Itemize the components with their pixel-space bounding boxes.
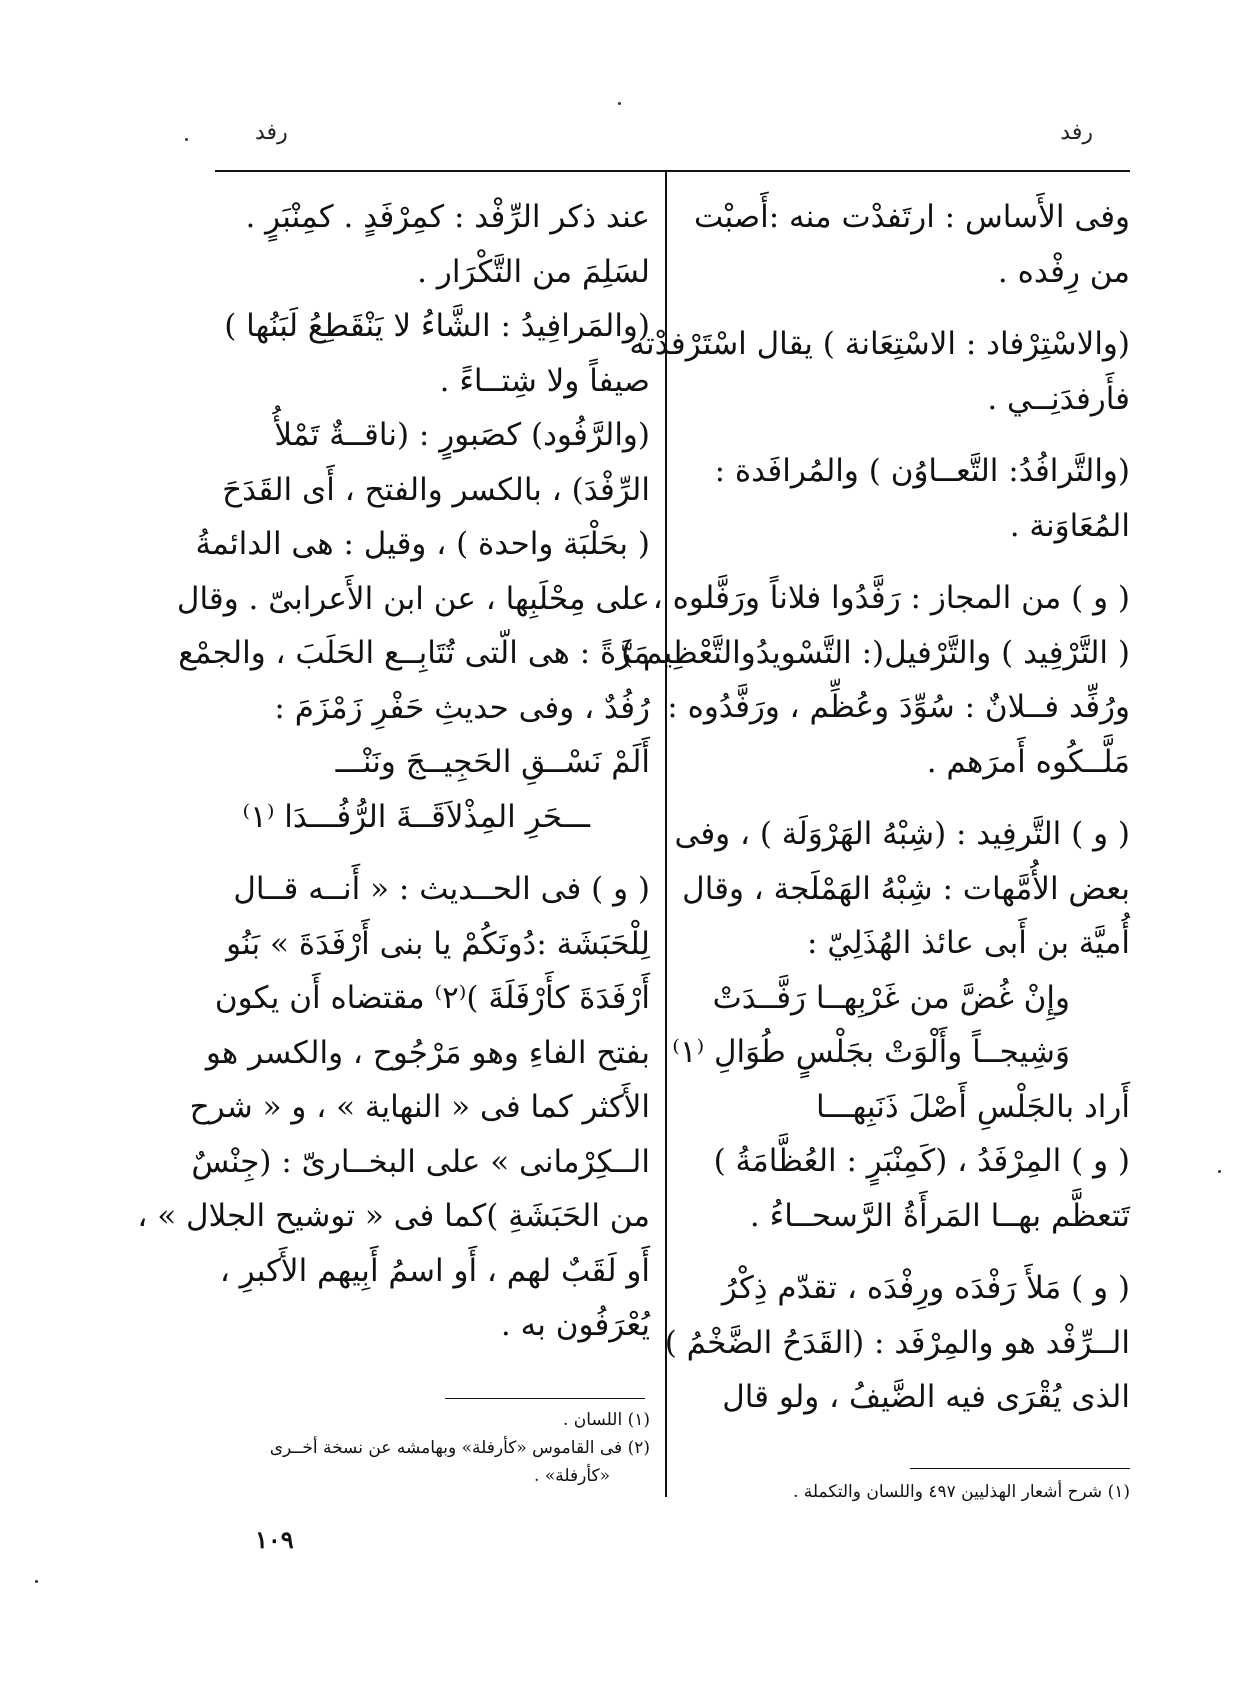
left-column <box>137 190 650 1353</box>
text-line: بعض الأُمَّهات : شِبْهُ الهَمْلَجة ، وقال <box>682 870 1130 907</box>
footnotes-right <box>730 1478 1130 1506</box>
scan-speck <box>618 102 621 105</box>
text-line: أَو لَقَبٌ لهم ، أَو اسمُ أَبِيهم الأَكبرِ ، <box>219 1252 650 1289</box>
text-line: من رِفْده . <box>997 253 1130 290</box>
header-right-title: رفد <box>1060 120 1093 145</box>
text-line: تَتعظَّم بهــا المَرأَةُ الرَّسحــاءُ . <box>749 1197 1130 1234</box>
text-line: لِلْحَبَشَة :دُونَكُمْ يا بنى أَرْفَدَةَ » بَنُو <box>226 925 650 962</box>
text-line: ( بحَلْبَة واحدة ) ، وقيل : هى الدائمةُ <box>195 526 650 562</box>
text-line: ( و ) مَلأَ رَفْدَه ورِفْدَه ، تقدّم ذِكْرُ <box>721 1270 1130 1306</box>
text-line: المُعَاوَنة . <box>1009 507 1130 544</box>
text-line: مَرَّةً : هى الّتى تُتَابِــع الحَلَبَ ، والجمْع <box>178 635 650 671</box>
footnote: (١) شرح أشعار الهذليين ٤٩٧ واللسان والتكملة . <box>792 1482 1130 1502</box>
text-line: على مِحْلَبِها ، عن ابن الأَعرابىّ . وقال <box>176 580 650 617</box>
text-line: ( التَّرْفِيد ) والتَّرْفيل(: التَّسْويدُوالتَّعْظِيم ) <box>621 634 1130 671</box>
text-line: صيفاً ولا شِتــاءً . <box>439 362 650 399</box>
text-line: لسَلِمَ من التَّكْرَار . <box>417 253 650 290</box>
verse-line: وإِنْ غُضَّ من غَرْبِهــا رَفَّــدَتْ <box>712 979 1070 1016</box>
text-line: الــرِّفْد هو والمِرْفَد : (القَدَحُ الضَّخْمُ ) <box>664 1324 1130 1361</box>
header-rule <box>215 170 1130 172</box>
verse-line: أَلَمْ نَسْــقِ الحَجِيــجَ ونَنْـــ <box>335 744 650 780</box>
text-line: (والاسْتِرْفاد : الاسْتِعَانة ) يقال اسْتَرْفدْته <box>629 326 1130 362</box>
page-number: ١٠٩ <box>255 1525 294 1554</box>
text-line: فأَرفدَنِــي . <box>987 380 1130 417</box>
text-line: أُميَّة بن أَبى عائذ الهُذَلِيّ : <box>807 925 1130 961</box>
footnote-rule-right <box>910 1468 1130 1469</box>
text-line: ورُفِّد فــلانٌ : سُوِّدَ وعُظِّم ، ورَفَّدُوه : <box>667 689 1130 725</box>
text-line: (والمَرافِيدُ : الشَّاءُ لا يَنْقَطِعُ لَبَنُها ) <box>224 308 650 344</box>
right-column <box>621 190 1130 1425</box>
text-line: الأَكثر كما فى « النهاية » ، و « شرح <box>189 1089 650 1125</box>
text-line: أَراد بالجَلْسِ أَصْلَ ذَنَبِهـــا <box>815 1088 1130 1125</box>
text-line: أَرْفَدَةَ كأَرْفَلَةَ )⁽٢⁾ مقتضاه أَن يكون <box>214 980 650 1016</box>
text-line: رُفُدٌ ، وفى حديثِ حَفْرِ زَمْزَمَ : <box>274 689 650 726</box>
scan-speck <box>35 1580 38 1583</box>
text-line: وفى الأَساس : ارتَفدْت منه :أَصبْت <box>694 199 1130 235</box>
scan-speck <box>185 138 188 141</box>
text-line: يُعْرَفُون به . <box>500 1307 650 1343</box>
text-line: ( و ) فى الحــديث : « أَنــه قــال <box>233 871 650 907</box>
text-line: بفتح الفاءِ وهو مَرْجُوح ، والكسر هو <box>205 1034 650 1071</box>
footnotes-left <box>210 1406 650 1490</box>
text-line: ( و ) من المجاز : رَفَّدُوا فلاناً ورَفَّلوه ، <box>652 580 1130 616</box>
footnote: (٢) فى القاموس «كأرفلة» وبهامشه عن نسخة أخــرى <box>269 1438 650 1458</box>
scan-speck <box>1218 1170 1221 1173</box>
text-line: الذى يُقْرَى فيه الضَّيفُ ، ولو قال <box>722 1379 1130 1415</box>
verse-line: ـــحَرِ المِذْلاَقَــةَ الرُّفُـــدَا ⁽١⁾ <box>242 798 590 835</box>
header-left-title: رفد <box>255 120 288 145</box>
text-line: الــكِرْمانى » على البخــارىّ : (جِنْسٌ <box>191 1143 650 1180</box>
footnote: (١) اللسان . <box>563 1410 650 1430</box>
text-line: مَلَّــكُوه أَمرَهم . <box>926 743 1130 780</box>
footnote: «كأرفلة» . <box>534 1466 610 1486</box>
text-line: (والرَّفُود) كصَبورٍ : (ناقــةٌ تَمْلأُ <box>274 417 650 453</box>
text-line: من الحَبَشَةِ )كما فى « توشيح الجلال » ، <box>137 1198 650 1234</box>
footnote-rule-left <box>445 1398 645 1399</box>
verse-line: وَشِيجــاً وأَلْوَتْ بجَلْسٍ طُوَالِ ⁽١⁾ <box>672 1034 1070 1070</box>
text-line: (والتَّرافُدُ: التَّعــاوُن ) والمُرافَدة : <box>714 453 1130 489</box>
text-line: ( و ) المِرْفَدُ ، (كَمِنْبَرٍ : العُظَّامَةُ ) <box>713 1143 1130 1179</box>
text-line: الرِّفْدَ) ، بالكسر والفتح ، أَى القَدَحَ <box>222 471 650 508</box>
text-line: عند ذكر الرِّفْد : كمِرْفَدٍ . كمِنْبَرٍ . <box>245 199 650 235</box>
text-line: ( و ) التَّرفِيد : (شِبْهُ الهَرْوَلَة ) ، وفى <box>674 816 1130 852</box>
